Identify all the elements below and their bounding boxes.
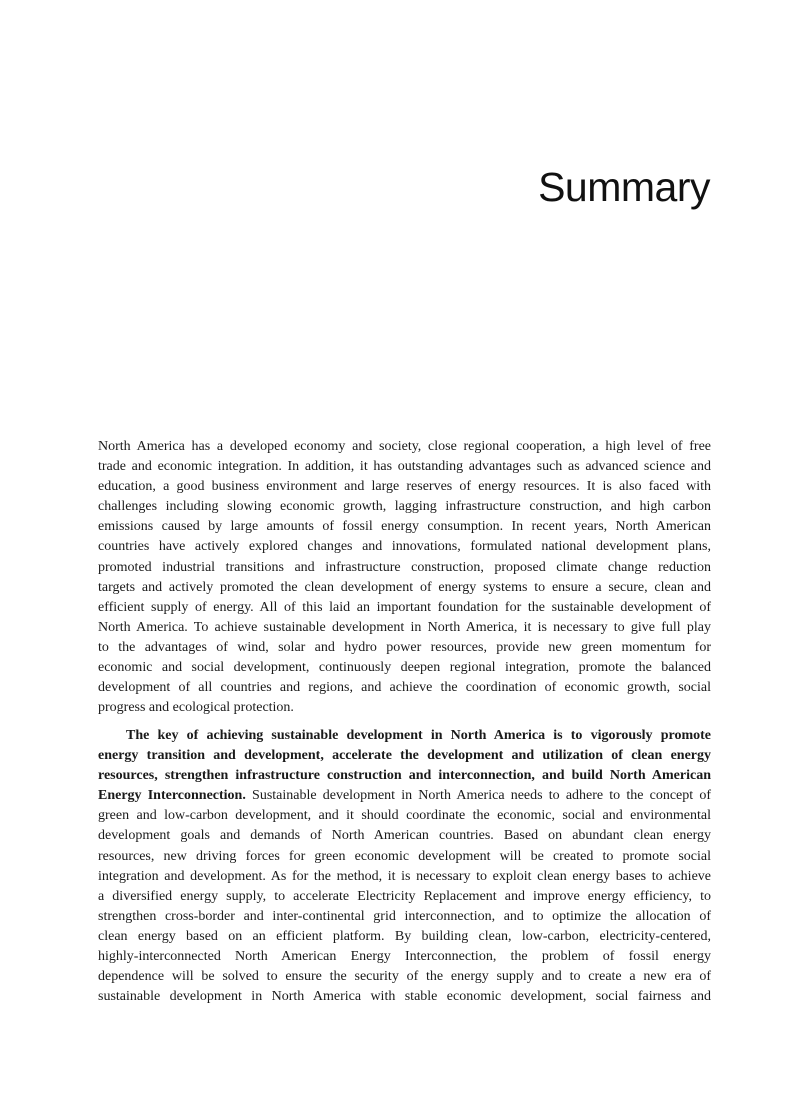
bold-text: The key of achieving sustainable development in North America is to vigorously promote [126,728,711,743]
text-line: countries have actively explored changes and innovations, formulated national development plans, [98,539,711,555]
text-line: promoted industrial transitions and infrastructure construction, proposed climate change reduction [98,559,711,575]
paragraph-1 [98,437,711,718]
text-line: green and low-carbon development, and it should coordinate the economic, social and environmental [98,808,711,824]
bold-text: energy transition and development, accelerate the development and utilization of clean energy [98,748,711,764]
text-line: education, a good business environment and large reserves of energy resources. It is also faced with [98,479,711,495]
text-line: resources, new driving forces for green economic development will be created to promote social [98,848,711,864]
paragraph-2 [98,726,711,1007]
bold-text: Energy Interconnection. [98,788,246,804]
text-line: progress and ecological protection. [98,700,294,716]
text-line: trade and economic integration. In addition, it has outstanding advantages such as advanced science and [98,459,711,475]
text-line: targets and actively promoted the clean development of energy systems to ensure a secure, clean and [98,579,711,595]
bold-text: resources, strengthen infrastructure construction and interconnection, and build North American [98,768,711,784]
text-line: a diversified energy supply, to accelerate Electricity Replacement and improve energy efficiency, to [98,888,711,904]
text-line: clean energy based on an efficient platform. By building clean, low-carbon, electricity-centered, [98,928,711,944]
text-line: sustainable development in North America with stable economic development, social fairness and [98,989,711,1005]
text-line: efficient supply of energy. All of this laid an important foundation for the sustainable development of [98,599,711,615]
text-line [98,746,711,766]
text-line: emissions caused by large amounts of fossil energy consumption. In recent years, North American [98,519,711,535]
normal-text: Sustainable development in North America needs to adhere to the concept of [245,788,711,804]
text-line: North America has a developed economy and society, close regional cooperation, a high level of free [98,439,711,454]
text-line: to the advantages of wind, solar and hydro power resources, provide new green momentum for [98,639,711,655]
text-line: challenges including slowing economic growth, lagging infrastructure construction, and high carbon [98,499,711,515]
text-line: North America. To achieve sustainable development in North America, it is necessary to give full play [98,619,711,635]
text-line [98,786,711,806]
page-title: Summary [538,164,710,210]
text-line [98,726,711,746]
text-line: economic and social development, continuously deepen regional integration, promote the balanced [98,660,711,676]
text-line: highly-interconnected North American Energy Interconnection, the problem of fossil energy [98,949,711,965]
text-line: dependence will be solved to ensure the security of the energy supply and to create a new era of [98,969,711,985]
text-line: integration and development. As for the method, it is necessary to exploit clean energy bases to achieve [98,868,711,884]
text-line: development of all countries and regions, and achieve the coordination of economic growth, social [98,680,711,696]
text-line: strengthen cross-border and inter-continental grid interconnection, and to optimize the allocation of [98,908,711,924]
text-line: development goals and demands of North American countries. Based on abundant clean energy [98,828,711,844]
text-line [98,766,711,786]
